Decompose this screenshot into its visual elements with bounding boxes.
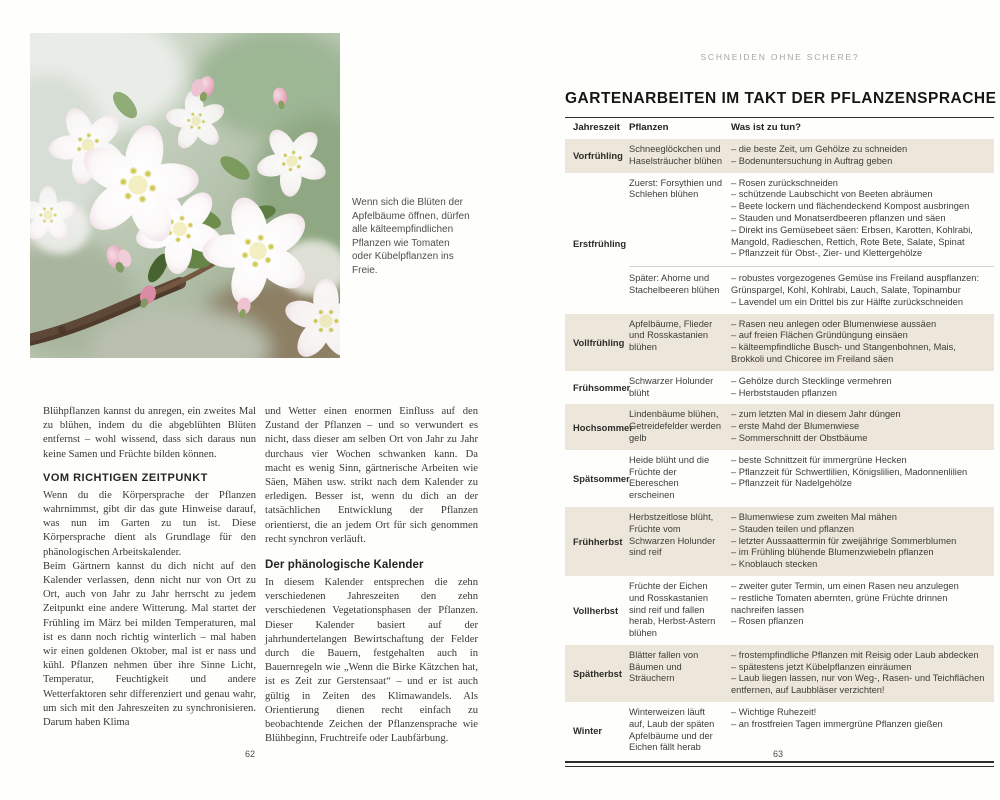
- plants-cell: Zuerst: Forsythien und Schlehen blühen: [629, 177, 723, 200]
- running-head: SCHNEIDEN OHNE SCHERE?: [700, 52, 860, 62]
- row-entries: [629, 144, 994, 168]
- table-row: [565, 371, 994, 405]
- section-heading-kalender: Der phänologische Kalender: [265, 559, 424, 572]
- task-item: – beste Schnittzeit für immergrüne Hecken: [731, 454, 907, 465]
- body-paragraph: In diesem Kalender entsprechen die zehn verschiedenen Jahreszeiten den zehn verschiedenen Vegetationsphasen der Pflanzen. Dieser Kalender basiert auf der jahrhundertelangen Bewirtschaftung der Felder durch die Bauern, festgehalten auch in Bauernregeln wie „Wenn die Birke Kätzchen hat, ist es Zeit zur Gerstensaat“ – und er ist auch gültig in Zeiten des Klimawandels. Als Orientierung dienen recht einfach zu beobachtende Zeichen der Pflanzensprache wie Blühbeginn, Fruchtreife oder Laubfärbung.: [265, 577, 478, 745]
- task-item: – Pflanzzeit für Schwertlilien, Königslilien, Madonnenlilien: [731, 466, 968, 477]
- photo-caption: Wenn sich die Blüten der Apfelbäume öffnen, dürfen alle kälteempfindlichen Pflanzen wie Tomaten oder Kübelpflanzen ins Freie.: [352, 197, 470, 276]
- tasks-cell: [731, 650, 994, 697]
- plants-cell: Später: Ahorne und Stachelbeeren blühen: [629, 273, 720, 295]
- task-item: – robustes vorgezogenes Gemüse ins Freiland auspflanzen: Grünspargel, Kohl, Kohlrabi, Lauch, Salate, Topinambur: [731, 273, 980, 295]
- tasks-cell: [731, 273, 994, 308]
- row-entries: [629, 319, 994, 366]
- tasks-cell: [731, 319, 994, 366]
- table-row: [565, 404, 994, 449]
- task-item: – Bodenuntersuchung in Auftrag geben: [731, 155, 893, 166]
- table-title: GARTENARBEITEN IM TAKT DER PFLANZENSPRACHE: [565, 90, 997, 107]
- task-item: – Blumenwiese zum zweiten Mal mähen: [731, 511, 897, 522]
- tasks-cell: [731, 409, 994, 444]
- row-entry: [629, 707, 994, 754]
- table-row: [565, 576, 994, 645]
- season-cell: Winter: [573, 725, 603, 737]
- season-table: [565, 117, 994, 767]
- row-entry: [629, 581, 994, 640]
- row-entries: [629, 376, 994, 400]
- apple-blossom-photo: [30, 33, 340, 358]
- task-item: – Pflanzzeit für Nadelgehölze: [731, 478, 852, 489]
- table-bottom-rule: [565, 761, 994, 767]
- plants-cell: Schneeglöckchen und Haselsträucher blühen: [629, 144, 723, 166]
- page-number-left: 62: [244, 749, 255, 759]
- body-column-2: [265, 405, 478, 746]
- task-item: – schützende Laubschicht von Beeten abräumen: [731, 189, 933, 200]
- plants-cell: Apfelbäume, Flieder und Rosskastanien blühen: [629, 318, 713, 353]
- row-entry: [629, 376, 994, 400]
- row-entry: [629, 455, 994, 502]
- row-entry: [629, 144, 994, 168]
- task-item: – restliche Tomaten abernten, grüne Früchte drinnen nachreifen lassen: [731, 592, 948, 615]
- row-entry: [629, 409, 994, 444]
- tasks-cell: [731, 455, 994, 502]
- tasks-cell: [731, 178, 994, 261]
- season-cell: Hochsommer: [573, 421, 633, 433]
- row-entries: [629, 581, 994, 640]
- body-paragraph: und Wetter einen enormen Einfluss auf den Zustand der Pflanzen – und so verwundert es nicht, dass dieser am selben Ort von Jahr zu Jahr durchaus vier Wochen schwanken kann. Da macht es wenig Sinn, gärtnerische Arbeiten wie Säen, Mähen usw. strikt nach dem Kalender zu erledigen. Besser ist, wenn du dich an der tatsächlichen Entwicklung der Pflanzen orientierst, die an jedem Ort für sich genommen recht synchron verläuft.: [265, 406, 478, 545]
- season-cell: Spätherbst: [573, 667, 622, 679]
- task-item: – Sommerschnitt der Obstbäume: [731, 432, 868, 443]
- row-entries: [629, 178, 994, 309]
- apple-blossom-illustration: [30, 33, 340, 358]
- season-cell: Erstfrühling: [573, 237, 627, 249]
- task-item: – Rosen zurückschneiden: [731, 177, 838, 188]
- task-item: – erste Mahd der Blumenwiese: [731, 421, 860, 432]
- tasks-cell: [731, 144, 994, 168]
- season-cell: Spätsommer: [573, 472, 630, 484]
- table-row: [565, 139, 994, 173]
- body-paragraph: Wenn du die Körpersprache der Pflanzen wahrnimmst, gibt dir das gute Hinweise darauf, was nun im Garten zu tun ist. Diese Körpersprache dient als Grundlage für den phänologischen Arbeitskalender.: [43, 489, 256, 558]
- task-item: – frostempfindliche Pflanzen mit Reisig oder Laub abdecken: [731, 649, 979, 660]
- plants-cell: Heide blüht und die Früchte der Ebereschen erscheinen: [629, 454, 710, 501]
- plants-cell: Blätter fallen von Bäumen und Sträuchern: [629, 649, 699, 684]
- task-item: – Direkt ins Gemüsebeet säen: Erbsen, Karotten, Kohlrabi, Mangold, Radieschen, Rettich, Rote Bete, Salate, Spinat: [731, 224, 973, 247]
- season-table-body: [565, 139, 994, 759]
- table-row: [565, 645, 994, 702]
- tasks-cell: [731, 581, 994, 640]
- plants-cell: Schwarzer Holunder blüht: [629, 375, 714, 398]
- task-item: – Beete lockern und flächendeckend Kompost ausbringen: [731, 201, 970, 212]
- row-entries: [629, 455, 994, 502]
- task-item: – Stauden und Monatserdbeeren pflanzen und säen: [731, 212, 946, 223]
- row-entry: [629, 650, 994, 697]
- plants-cell: Lindenbäume blühen, Getreidefelder werden gelb: [629, 409, 721, 443]
- season-cell: Vollherbst: [573, 604, 619, 616]
- plants-cell: Winterweizen läuft auf, Laub der späten Apfelbäume und der Eichen fällt herab: [629, 707, 715, 753]
- task-item: – Pflanzzeit für Obst-, Zier- und Klettergehölze: [731, 248, 923, 259]
- task-item: – Herbststauden pflanzen: [731, 387, 837, 398]
- task-item: – zweiter guter Termin, um einen Rasen neu anzulegen: [731, 580, 959, 591]
- row-entry: [629, 273, 994, 308]
- plants-cell: Früchte der Eichen und Rosskastanien sind reif und fallen herab, Herbst-Astern blühen: [629, 580, 716, 639]
- task-item: – im Frühling blühende Blumenzwiebeln pflanzen: [731, 547, 934, 558]
- task-item: – Stauden teilen und pflanzen: [731, 523, 855, 534]
- body-column-1: [43, 405, 256, 730]
- season-cell: Vollfrühling: [573, 336, 625, 348]
- season-cell: Vorfrühling: [573, 150, 623, 162]
- row-entries: [629, 512, 994, 571]
- tasks-cell: [731, 376, 994, 400]
- task-item: – Rasen neu anlegen oder Blumenwiese aussäen: [731, 318, 937, 329]
- table-row: [565, 450, 994, 507]
- row-entry: [629, 178, 994, 261]
- body-paragraph: Beim Gärtnern kannst du dich nicht auf den Kalender verlassen, denn nicht nur von Ort zu Ort, auch von Jahr zu Jahr herrscht zu jedem Zeitpunkt eine andere Witterung. Mal startet der Frühling im März bei milden Temperaturen, mal ist es dann noch richtig winterlich – mal haben wir einen goldenen Oktober, mal ist er nass und kühl. Pflanzen nehmen über ihre Sinne Licht, Temperatur, Feuchtigkeit und andere Wetterfaktoren sehr differenziert und genau wahr, um sich mit den Jahreszeiten zu synchronisieren. Darum haben Klima: [43, 560, 256, 729]
- column-header-pflanzen: Pflanzen: [629, 122, 669, 133]
- column-header-was-ist-zu-tun: Was ist zu tun?: [731, 122, 801, 133]
- body-paragraph: Blühpflanzen kannst du anregen, ein zweites Mal zu blühen, indem du die abgeblühten Blüten entfernst – wohl wissend, dass sich daraus nun keine Samen und Früchte bilden können.: [43, 406, 256, 460]
- column-header-jahreszeit: Jahreszeit: [573, 122, 620, 133]
- task-item: – Lavendel um ein Drittel bis zur Hälfte zurückschneiden: [731, 296, 964, 307]
- page-number-right: 63: [772, 749, 783, 759]
- table-row: [565, 314, 994, 371]
- plants-cell: Herbstzeitlose blüht, Früchte vom Schwarzen Holunder sind reif: [629, 511, 716, 558]
- task-item: – kälteempfindliche Busch- und Stangenbohnen, Mais, Brokkoli und Chicoree im Freiland säen: [731, 342, 956, 364]
- task-item: – Wichtige Ruhezeit!: [731, 707, 817, 718]
- task-item: – Laub liegen lassen, nur von Weg-, Rasen- und Teichflächen entfernen, auf Laubbläser verzichten!: [731, 673, 985, 696]
- task-item: – auf freien Flächen Gründüngung einsäen: [731, 330, 908, 341]
- season-cell: Frühherbst: [573, 535, 623, 547]
- task-item: – die beste Zeit, um Gehölze zu schneiden: [731, 144, 908, 154]
- row-entries: [629, 409, 994, 444]
- table-header: [565, 117, 994, 139]
- section-heading-zeitpunkt: VOM RICHTIGEN ZEITPUNKT: [43, 471, 208, 484]
- tasks-cell: [731, 707, 994, 754]
- table-row: [565, 507, 994, 576]
- task-item: – zum letzten Mal in diesem Jahr düngen: [731, 409, 901, 420]
- entry-divider: [629, 266, 994, 267]
- task-item: – an frostfreien Tagen immergrüne Pflanzen gießen: [731, 718, 943, 729]
- tasks-cell: [731, 512, 994, 571]
- task-item: – Rosen pflanzen: [731, 616, 804, 627]
- row-entry: [629, 319, 994, 366]
- row-entries: [629, 650, 994, 697]
- task-item: – Gehölze durch Stecklinge vermehren: [731, 375, 892, 386]
- task-item: – letzter Aussaattermin für zweijährige Sommerblumen: [731, 535, 957, 546]
- row-entry: [629, 512, 994, 571]
- task-item: – Knoblauch stecken: [731, 559, 818, 570]
- task-item: – spätestens jetzt Kübelpflanzen einräumen: [731, 661, 912, 672]
- table-row: [565, 173, 994, 314]
- row-entries: [629, 707, 994, 754]
- season-cell: Frühsommer: [573, 382, 631, 394]
